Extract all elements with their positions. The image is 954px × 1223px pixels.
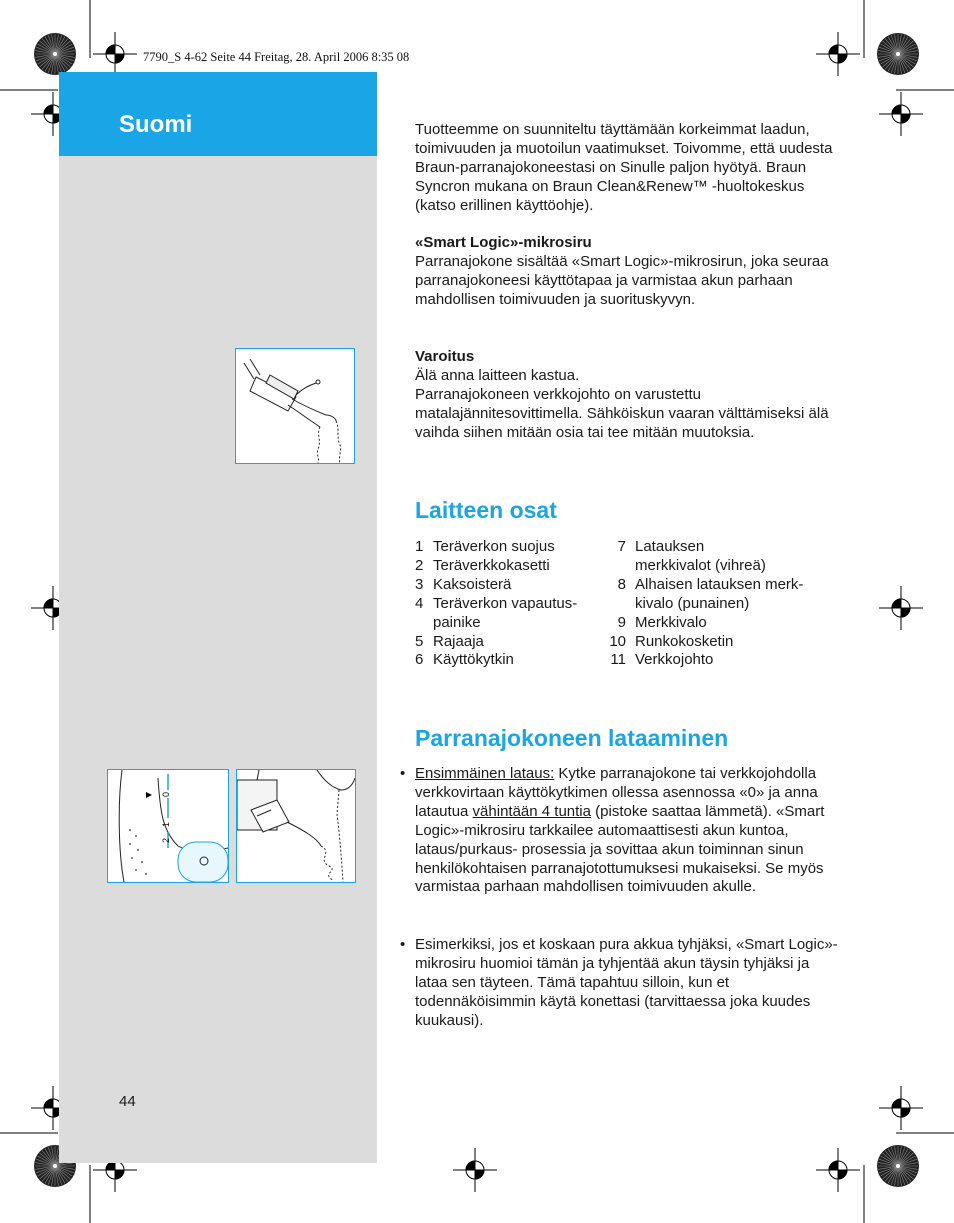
warning-line-2: Parranajokoneen verkkojohto on varustettu matalajännitesovittimella. Sähköiskun vaaran välttämiseksi älä vaihda siihen mitään osia tai tee mitään muutoksia. [415, 385, 829, 441]
starburst-mark [877, 33, 919, 75]
starburst-mark [34, 33, 76, 75]
switch-illustration [108, 770, 228, 882]
registration-mark [93, 32, 137, 76]
plug-illustration [236, 349, 354, 463]
parts-heading: Laitteen osat [415, 497, 557, 523]
switch-position-2: 2 [161, 837, 171, 843]
charging-illustration [237, 770, 355, 882]
charge-duration: vähintään 4 tuntia [472, 802, 591, 820]
list-item: 7 Latauksen [617, 538, 705, 555]
smart-logic-heading: «Smart Logic»-mikrosiru [415, 234, 592, 251]
list-item: 10 Runkokosketin [609, 632, 734, 650]
list-item: 5 Rajaaja [415, 632, 484, 650]
list-item: 2 Teräverkkokasetti [415, 556, 550, 574]
warning-line-1: Älä anna laitteen kastua. [415, 366, 580, 384]
parts-list-right [596, 538, 846, 670]
list-item: 1 Teräverkon suojus [415, 538, 555, 555]
list-item-continuation: painike [433, 613, 481, 631]
smart-logic-section [415, 234, 845, 310]
list-item: • Esimerkiksi, jos et koskaan pura akkua tyhjäksi, «Smart Logic»-mikrosiru huomioi tämän ja tyhjentää akun täysin tyhjäksi ja lataa sen täyteen. Tämä tapahtuu silloin, kun et todennäköisimmin käytä konettasi (tarvittaessa joka kuudes kuukausi). [400, 936, 838, 1029]
registration-mark [879, 92, 923, 136]
warning-section [415, 348, 845, 443]
plug-figure [235, 348, 355, 464]
list-item: 9 Merkkivalo [617, 613, 707, 631]
registration-mark [816, 1148, 860, 1192]
registration-mark [879, 1086, 923, 1130]
switch-figure [107, 769, 229, 883]
starburst-mark [877, 1145, 919, 1187]
parts-list-left [415, 538, 605, 670]
registration-mark [453, 1148, 497, 1192]
list-item: 11 Verkkojohto [610, 651, 714, 669]
list-item-continuation: kivalo (punainen) [635, 594, 750, 612]
registration-mark [816, 32, 860, 76]
list-item: 3 Kaksoisterä [415, 575, 512, 593]
switch-position-0: 0 [161, 791, 171, 797]
registration-mark [879, 586, 923, 630]
language-header [59, 72, 377, 156]
list-item: 4 Teräverkon vapautus- [415, 594, 578, 612]
list-item: 8 Alhaisen latauksen merk- [617, 575, 804, 593]
switch-position-1: 1 [161, 821, 171, 827]
charging-figure [236, 769, 356, 883]
list-item: • Ensimmäinen lataus: Kytke parranajokone tai verkkojohdolla verkkovirtaan käyttökytkimen ollessa asennossa «0» ja anna latautua vähintään 4 tuntia (pistoke saattaa lämmetä). «Smart Logic»-mikrosiru tarkkailee automaattisesti akun kuntoa, lataus/purkaus- prosessia ja sovittaa akun toiminnan sinun henkilökohtaisen parranajotottumuksesi mukaiseksi. Se myös varmistaa parhaan mahdollisen toimivuuden akulle. [400, 765, 825, 896]
warning-heading: Varoitus [415, 348, 475, 365]
language-title: Suomi [119, 111, 193, 138]
smart-logic-text: Parranajokone sisältää «Smart Logic»-mikrosirun, joka seuraa parranajokoneesi käyttötapaa ja varmistaa akun parhaan mahdollisen toimivuuden ja suorituskyvyn. [415, 252, 829, 308]
list-item-continuation: merkkivalot (vihreä) [635, 556, 766, 574]
charging-heading: Parranajokoneen lataaminen [415, 725, 729, 751]
list-item: 6 Käyttökytkin [415, 651, 514, 669]
print-slug: 7790_S 4-62 Seite 44 Freitag, 28. April 2006 8:35 08 [143, 50, 410, 64]
left-margin-panel [59, 72, 377, 1163]
intro-paragraph: Tuotteemme on suunniteltu täyttämään korkeimmat laadun, toimivuuden ja muotoilun vaatimukset. Toivomme, että uudesta Braun-parranajokoneestasi on Sinulle paljon hyötyä. Braun Syncron mukana on Braun Clean&Renew™ -huoltokeskus (katso erillinen käyttöohje). [415, 121, 833, 214]
page-number: 44 [119, 1093, 136, 1110]
first-charge-label: Ensimmäinen lataus: [415, 765, 555, 782]
